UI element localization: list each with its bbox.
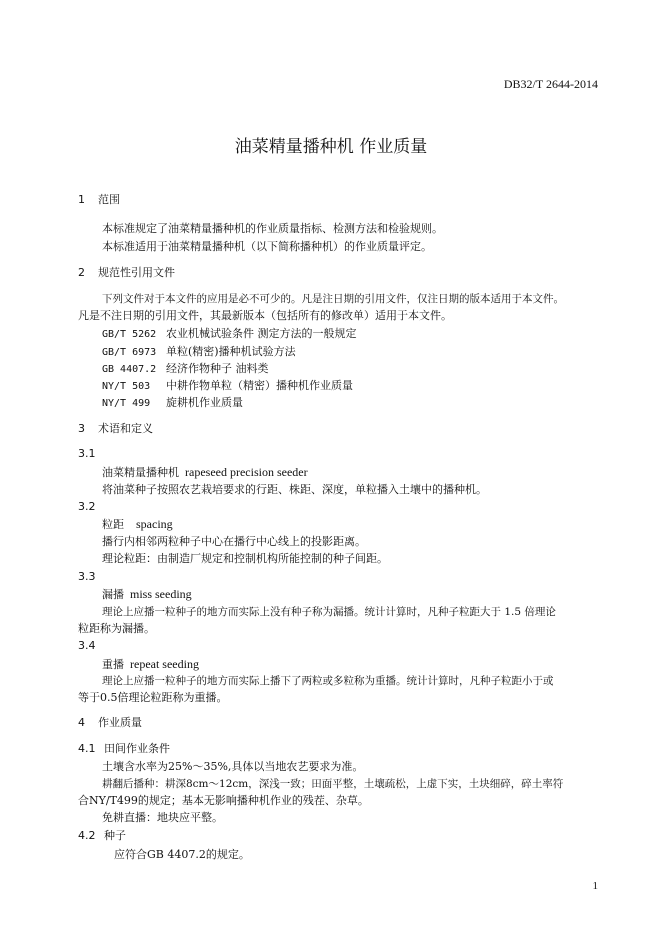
term-3-4-number: 3.4 (78, 639, 96, 652)
subsection-4-1-paragraph-2-line-1: 耕翻后播种：耕深8cm～12cm，深浅一致；田面平整，土壤疏松，上虚下实，土块细碎，碎土率符 (102, 778, 564, 790)
subsection-4-1-heading (78, 742, 170, 756)
term-3-4-english: repeat seeding (130, 657, 199, 671)
reference-title: 农业机械试验条件 测定方法的一般规定 (166, 327, 357, 340)
subsection-4-1-paragraph-1: 土壤含水率为25%～35%,具体以当地农艺要求为准。 (102, 760, 364, 773)
term-3-2-definition: 播行内相邻两粒种子中心在播行中心线上的投影距离。 (102, 535, 366, 548)
term-3-4-definition-line-2: 等于0.5倍理论粒距称为重播。 (78, 691, 228, 704)
term-3-2-note: 理论粒距：由制造厂规定和控制机构所能控制的种子间距。 (102, 552, 388, 565)
reference-code: GB 4407.2 (102, 364, 157, 375)
term-3-2-chinese: 粒距 (102, 518, 124, 531)
standard-code: DB32/T 2644-2014 (503, 77, 598, 91)
term-3-2-english: spacing (136, 517, 173, 531)
section-4-heading (78, 716, 142, 730)
term-3-3 (102, 587, 192, 602)
section-3-title: 术语和定义 (98, 422, 153, 435)
section-3-heading (78, 422, 153, 436)
reference-title: 单粒(精密)播种机试验方法 (166, 345, 296, 358)
term-3-3-chinese: 漏播 (102, 588, 124, 601)
term-3-1-number: 3.1 (78, 447, 96, 460)
subsection-4-2-heading (78, 829, 126, 843)
section-1-number: 1 (78, 193, 85, 206)
term-3-3-english: miss seeding (130, 587, 192, 601)
term-3-2 (102, 517, 173, 532)
reference-code: NY/T 499 (102, 398, 151, 409)
reference-item (102, 362, 269, 377)
subsection-4-1-paragraph-3: 免耕直播：地块应平整。 (102, 811, 223, 824)
term-3-4-chinese: 重播 (102, 658, 124, 671)
reference-title: 经济作物种子 油料类 (166, 362, 269, 375)
reference-item (102, 327, 357, 342)
section-2-title: 规范性引用文件 (98, 266, 175, 279)
section-2-intro-line-2: 凡是不注日期的引用文件，其最新版本（包括所有的修改单）适用于本文件。 (78, 309, 452, 322)
subsection-4-1-paragraph-2-line-2: 合NY/T499的规定；基本无影响播种机作业的残茬、杂草。 (78, 794, 369, 807)
reference-code: NY/T 503 (102, 381, 151, 392)
section-1-paragraph-2: 本标准适用于油菜精量播种机（以下简称播种机）的作业质量评定。 (102, 240, 432, 253)
section-1-heading (78, 193, 120, 207)
section-2-number: 2 (78, 266, 85, 279)
section-2-heading (78, 266, 175, 280)
term-3-4 (102, 657, 199, 672)
section-2-intro-line-1: 下列文件对于本文件的应用是必不可少的。凡是注日期的引用文件，仅注日期的版本适用于本文件。 (102, 293, 564, 305)
term-3-1-chinese: 油菜精量播种机 (102, 466, 179, 479)
reference-item (102, 396, 243, 411)
term-3-1 (102, 465, 308, 480)
section-4-title: 作业质量 (98, 716, 142, 729)
page-number: 1 (592, 880, 598, 892)
term-3-3-number: 3.3 (78, 570, 96, 583)
section-3-number: 3 (78, 422, 85, 435)
subsection-4-2-title: 种子 (104, 829, 126, 842)
subsection-4-2-number: 4.2 (78, 829, 96, 842)
subsection-4-2-paragraph-1: 应符合GB 4407.2的规定。 (114, 848, 250, 861)
term-3-4-definition-line-1: 理论上应播一粒种子的地方而实际上播下了两粒或多粒称为重播。统计计算时，凡种子粒距小于或 (102, 675, 554, 687)
subsection-4-1-number: 4.1 (78, 742, 96, 755)
reference-title: 中耕作物单粒（精密）播种机作业质量 (166, 379, 353, 392)
document-title: 油菜精量播种机 作业质量 (234, 137, 428, 157)
section-4-number: 4 (78, 716, 85, 729)
reference-code: GB/T 5262 (102, 329, 157, 340)
term-3-3-definition-line-1: 理论上应播一粒种子的地方而实际上没有种子称为漏播。统计计算时，凡种子粒距大于 1.5 倍理论 (102, 606, 556, 618)
term-3-1-english: rapeseed precision seeder (185, 465, 308, 479)
reference-title: 旋耕机作业质量 (166, 396, 243, 409)
subsection-4-1-title: 田间作业条件 (104, 742, 170, 755)
reference-item (102, 379, 353, 394)
reference-item (102, 345, 296, 360)
term-3-2-number: 3.2 (78, 500, 96, 513)
section-1-paragraph-1: 本标准规定了油菜精量播种机的作业质量指标、检测方法和检验规则。 (102, 222, 443, 235)
term-3-3-definition-line-2: 粒距称为漏播。 (78, 622, 155, 635)
section-1-title: 范围 (98, 193, 120, 206)
reference-code: GB/T 6973 (102, 347, 157, 358)
term-3-1-definition: 将油菜种子按照农艺栽培要求的行距、株距、深度，单粒播入土壤中的播种机。 (102, 483, 487, 496)
